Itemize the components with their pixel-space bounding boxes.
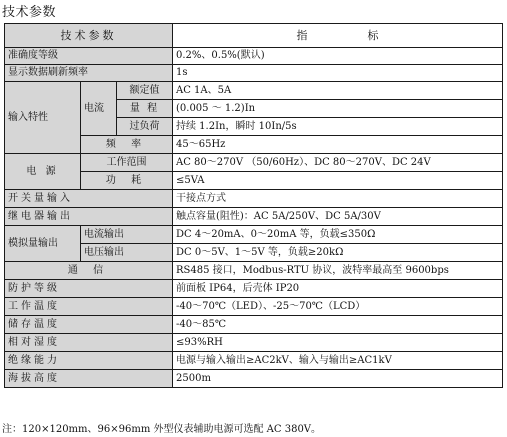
table-row — [5, 48, 503, 65]
row-value: (0.005 ～ 1.2)In — [173, 100, 503, 118]
row-sublabel: 电流 — [81, 82, 117, 136]
page-title: 技术参数 — [2, 5, 57, 20]
row-label: 相对湿度 — [5, 334, 173, 352]
row-value: ≤93%RH — [173, 334, 503, 352]
row-label: 防护等级 — [5, 280, 173, 298]
row-value: RS485 接口，Modbus-RTU 协议，波特率最高至 9600bps — [173, 262, 503, 280]
table-row — [5, 316, 503, 334]
spec-table — [4, 23, 503, 388]
row-value: 45～65Hz — [173, 136, 503, 154]
table-row — [5, 190, 503, 208]
row-value: 电源与输入输出≥AC2kV、输入与输出≥AC1kV — [173, 352, 503, 370]
row-label: 模拟量输出 — [5, 226, 81, 262]
row-label: 海拔高度 — [5, 370, 173, 388]
table-row — [5, 352, 503, 370]
row-value: -40～70℃（LED）、-25～70℃（LCD） — [173, 298, 503, 316]
row-sublabel: 量 程 — [117, 100, 173, 118]
row-label: 继电器输出 — [5, 208, 173, 226]
header-param: 技术参数 — [5, 24, 173, 48]
row-value: AC 1A、5A — [173, 82, 503, 100]
table-row — [5, 82, 503, 100]
row-sublabel: 过负荷 — [117, 118, 173, 136]
row-label: 储存温度 — [5, 316, 173, 334]
table-row — [5, 280, 503, 298]
row-value: 0.2%、0.5%(默认) — [173, 48, 503, 65]
row-label: 准确度等级 — [5, 48, 173, 65]
row-sublabel: 功 耗 — [81, 172, 173, 190]
table-row — [5, 65, 503, 82]
row-label: 开关量输入 — [5, 190, 173, 208]
row-value: ≤5VA — [173, 172, 503, 190]
row-value: AC 80～270V （50/60Hz）、DC 80～270V、DC 24V — [173, 154, 503, 172]
header-indicator: 指 标 — [173, 24, 503, 48]
row-sublabel: 电流输出 — [81, 226, 173, 244]
row-sublabel: 额定值 — [117, 82, 173, 100]
row-label: 通 信 — [5, 262, 173, 280]
table-header-row — [5, 24, 503, 48]
row-label: 显示数据刷新频率 — [5, 65, 173, 82]
table-row — [5, 370, 503, 388]
table-row — [5, 154, 503, 172]
row-sublabel: 电压输出 — [81, 244, 173, 262]
row-value: 1s — [173, 65, 503, 82]
table-row — [5, 262, 503, 280]
table-row — [5, 298, 503, 316]
row-label: 电 源 — [5, 154, 81, 190]
row-value: 持续 1.2In，瞬时 10In/5s — [173, 118, 503, 136]
row-value: DC 0～5V、1～5V 等，负载≥20kΩ — [173, 244, 503, 262]
row-value: 触点容量(阻性)：AC 5A/250V、DC 5A/30V — [173, 208, 503, 226]
table-row — [5, 208, 503, 226]
row-value: 2500m — [173, 370, 503, 388]
footnote: 注：120×120mm、96×96mm 外型仪表辅助电源可选配 AC 380V。 — [2, 424, 322, 435]
row-label: 工作温度 — [5, 298, 173, 316]
row-value: 干接点方式 — [173, 190, 503, 208]
row-label: 绝缘能力 — [5, 352, 173, 370]
table-row — [5, 226, 503, 244]
row-sublabel: 频 率 — [81, 136, 173, 154]
row-sublabel: 工作范围 — [81, 154, 173, 172]
row-label: 输入特性 — [5, 82, 81, 154]
row-value: 前面板 IP64，后壳体 IP20 — [173, 280, 503, 298]
row-value: DC 4～20mA、0～20mA 等，负载≤350Ω — [173, 226, 503, 244]
row-value: -40～85℃ — [173, 316, 503, 334]
table-row — [5, 334, 503, 352]
